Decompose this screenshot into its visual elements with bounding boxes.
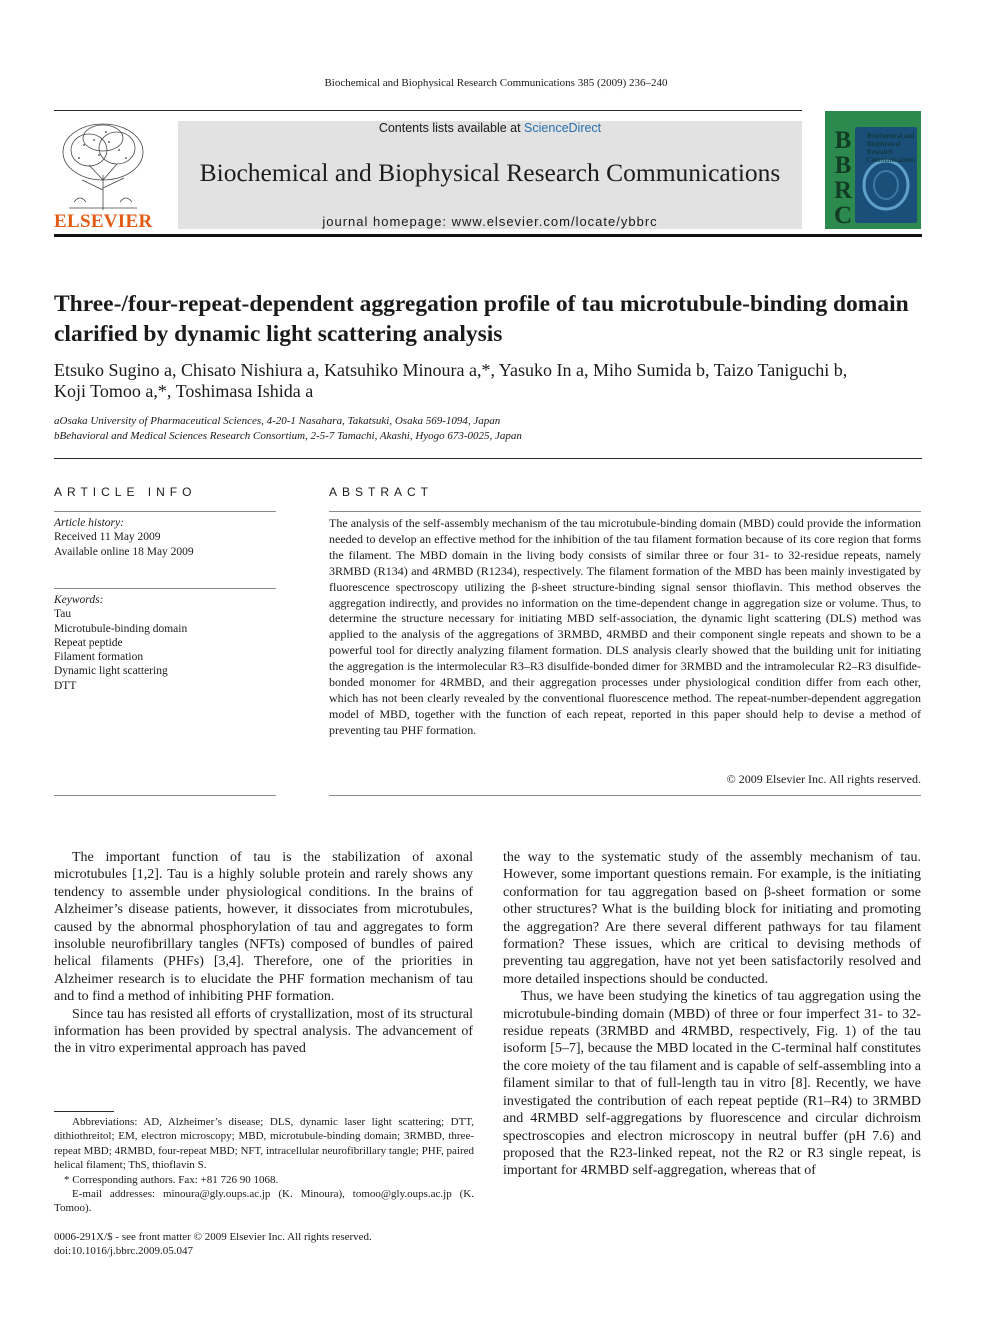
journal-citation: Biochemical and Biophysical Research Communications 385 (2009) 236–240 xyxy=(324,77,668,89)
keyword-item: DTT xyxy=(54,679,77,692)
keyword-item: Filament formation xyxy=(54,651,144,664)
abstract-bottom-rule xyxy=(329,795,921,796)
journal-masthead xyxy=(178,121,802,229)
footnote-rule xyxy=(54,1111,114,1112)
authors-line-1: Etsuko Sugino a, Chisato Nishiura a, Katsuhiko Minoura a,*, Yasuko In a, Miho Sumida b, Taizo Taniguchi b, xyxy=(54,360,848,380)
footnotes xyxy=(54,1115,474,1216)
keywords-block xyxy=(54,593,276,693)
available-date: Available online 18 May 2009 xyxy=(54,545,194,558)
abstract-copyright: © 2009 Elsevier Inc. All rights reserved. xyxy=(726,772,921,786)
corresponding-footnote: * Corresponding authors. Fax: +81 726 90 1068. xyxy=(64,1173,279,1186)
cover-journal-name: Biochemical and Biophysical Research Communications xyxy=(867,132,915,164)
body-left-column xyxy=(54,849,473,1058)
article-title: Three-/four-repeat-dependent aggregation profile of tau microtubule-binding domain clarified by dynamic light scattering analysis xyxy=(54,291,909,347)
sciencedirect-link[interactable]: ScienceDirect xyxy=(524,121,602,135)
doi-line[interactable]: doi:10.1016/j.bbrc.2009.05.047 xyxy=(54,1245,194,1258)
article-info-bottom-rule xyxy=(54,795,276,796)
keyword-item: Tau xyxy=(54,608,72,621)
keywords-rule xyxy=(54,588,276,589)
body-paragraph: the way to the systematic study of the assembly mechanism of tau. However, some important questions remain. For example, is the initiating conformation for tau aggregation based on β-sheet formation or some other structures? What is the building block for initiating and promoting the aggregation? Are there several different pathways for tau filament formation? These issues, which are critical to devising methods of preventing tau aggregation, have not yet been satisfactorily resolved and more detailed inspections should be conducted. xyxy=(503,850,921,987)
elsevier-tree-logo xyxy=(54,120,152,212)
header-rule-top xyxy=(54,110,802,111)
affiliation-rule xyxy=(54,458,922,459)
history-label: Article history: xyxy=(54,517,124,529)
email-footnote[interactable]: E-mail addresses: minoura@gly.oups.ac.jp (K. Minoura), tomoo@gly.oups.ac.jp (K. Tomoo). xyxy=(54,1188,474,1215)
author-list xyxy=(54,360,924,402)
article-identifiers xyxy=(54,1230,474,1259)
journal-title: Biochemical and Biophysical Research Communications xyxy=(199,158,781,187)
abstract-heading: ABSTRACT xyxy=(329,485,434,499)
body-right-column xyxy=(503,849,921,1180)
contents-line xyxy=(178,121,802,135)
keyword-item: Dynamic light scattering xyxy=(54,665,168,678)
journal-homepage[interactable]: journal homepage: www.elsevier.com/locate/ybbrc xyxy=(322,214,658,229)
cover-bbrc-letters: B B R C xyxy=(833,127,853,229)
affiliation-b: bBehavioral and Medical Sciences Research Consortium, 2-5-7 Tamachi, Akashi, Hyogo 673-0025, Japan xyxy=(54,430,522,442)
article-info-heading: ARTICLE INFO xyxy=(54,485,197,499)
keyword-item: Microtubule-binding domain xyxy=(54,622,188,635)
article-history xyxy=(54,516,276,559)
received-date: Received 11 May 2009 xyxy=(54,531,161,544)
contents-prefix: Contents lists available at xyxy=(378,121,525,135)
abbreviations-footnote: Abbreviations: AD, Alzheimer’s disease; DLS, dynamic laser light scattering; DTT, dithiothreitol; EM, electron microscopy; MBD, microtubule-binding domain; 3RMBD, three-repeat MBD; 4RMBD, four-repeat MBD; NFT, intracellular neurofibrillary tangle; PHF, paired helical filament; ThS, thioflavin S. xyxy=(54,1116,474,1172)
issn-line: 0006-291X/$ - see front matter © 2009 Elsevier Inc. All rights reserved. xyxy=(54,1231,372,1243)
header-rule-bottom xyxy=(54,234,922,237)
affiliation-a: aOsaka University of Pharmaceutical Sciences, 4-20-1 Nasahara, Takatsuki, Osaka 569-1094, Japan xyxy=(54,415,501,427)
body-paragraph: Since tau has resisted all efforts of crystallization, most of its structural information has been provided by spectral analysis. The advancement of the in vitro experimental approach has paved xyxy=(54,1006,473,1057)
keywords-label: Keywords: xyxy=(54,594,104,606)
abstract-text: The analysis of the self-assembly mechanism of the tau microtubule-binding domain (MBD) could provide the information needed to develop an effective method for the inhibition of the tau filament formation because of its core region that forms the filament. The MBD domain in the living body consists of similar three or four 31- to 32-residue repeats, namely 3RMBD (R134) and 4RMBD (R1234), respectively. The filament formation of the MBD has been mainly investigated by fluorescence spectroscopy utilizing the β-sheet structure-binding signal sensor thioflavin. This method observes the aggregation indirectly, and provides no information on the time-dependent change in aggregation size or volume. Thus, to determine the structure necessary for initiating MBD self-association, the dynamic light scattering (DLS) method was applied to the analysis of the aggregations of 3RMBD, 4RMBD and their component single repeats and shown to be a powerful tool for directly analyzing filament formation. DLS analysis clearly showed that the building unit for initiating the aggregation is the intermolecular R3–R3 disulfide-bonded dimer for 3RMBD and the intramolecular R2–R3 disulfide-bonded monomer for 4RMBD, and their aggregation processes under physiological condition differ from each other, which has not been clearly revealed by the conventional fluorescence method. The repeat-number-dependent aggregation model of MBD, together with the function of each repeat, reported in this paper should help to devise a method of preventing tau PHF formation. xyxy=(329,516,921,737)
body-paragraph: The important function of tau is the stabilization of axonal microtubules [1,2]. Tau is a highly soluble protein and rarely shows any tendency to assemble under physiological conditions. In the brains of Alzheimer’s disease patients, however, it dissociates from microtubules, caused by the abnormal phosphorylation of tau and aggregates to form insoluble neurofibrillary tangles (NFTs) composed of bundles of paired helical filaments (PHFs) [3,4]. Therefore, one of the priorities in Alzheimer research is to elucidate the PHF formation mechanism of tau and to find a method of inhibiting PHF formation. xyxy=(54,850,473,1005)
article-info-rule xyxy=(54,511,276,512)
authors-line-2: Koji Tomoo a,*, Toshimasa Ishida a xyxy=(54,381,314,401)
abstract-rule xyxy=(329,511,921,512)
journal-cover xyxy=(825,111,921,229)
keyword-item: Repeat peptide xyxy=(54,636,123,649)
elsevier-wordmark: ELSEVIER xyxy=(54,211,153,232)
body-paragraph: Thus, we have been studying the kinetics of tau aggregation using the microtubule-binding domain (MBD) of three or four imperfect 31- to 32-residue repeats (3RMBD and 4RMBD, respectively, Fig. 1) of the tau isoform [5–7], because the MBD located in the C-terminal half constitutes the core moiety of the tau filament and is capable of self-assembling into a filament similar to that of full-length tau in vitro [8]. Recently, we have investigated the contribution of each repeat peptide (R1–R4) to 3RMBD and 4RMBD self-aggregations by fluorescence and circular dichroism spectroscopies and electron microscopy in neutral buffer (pH 7.6) and proposed that the R23-linked repeat, not the R2 or R3 single repeat, is important for 4RMBD self-aggregation, whereas that of xyxy=(503,989,921,1179)
